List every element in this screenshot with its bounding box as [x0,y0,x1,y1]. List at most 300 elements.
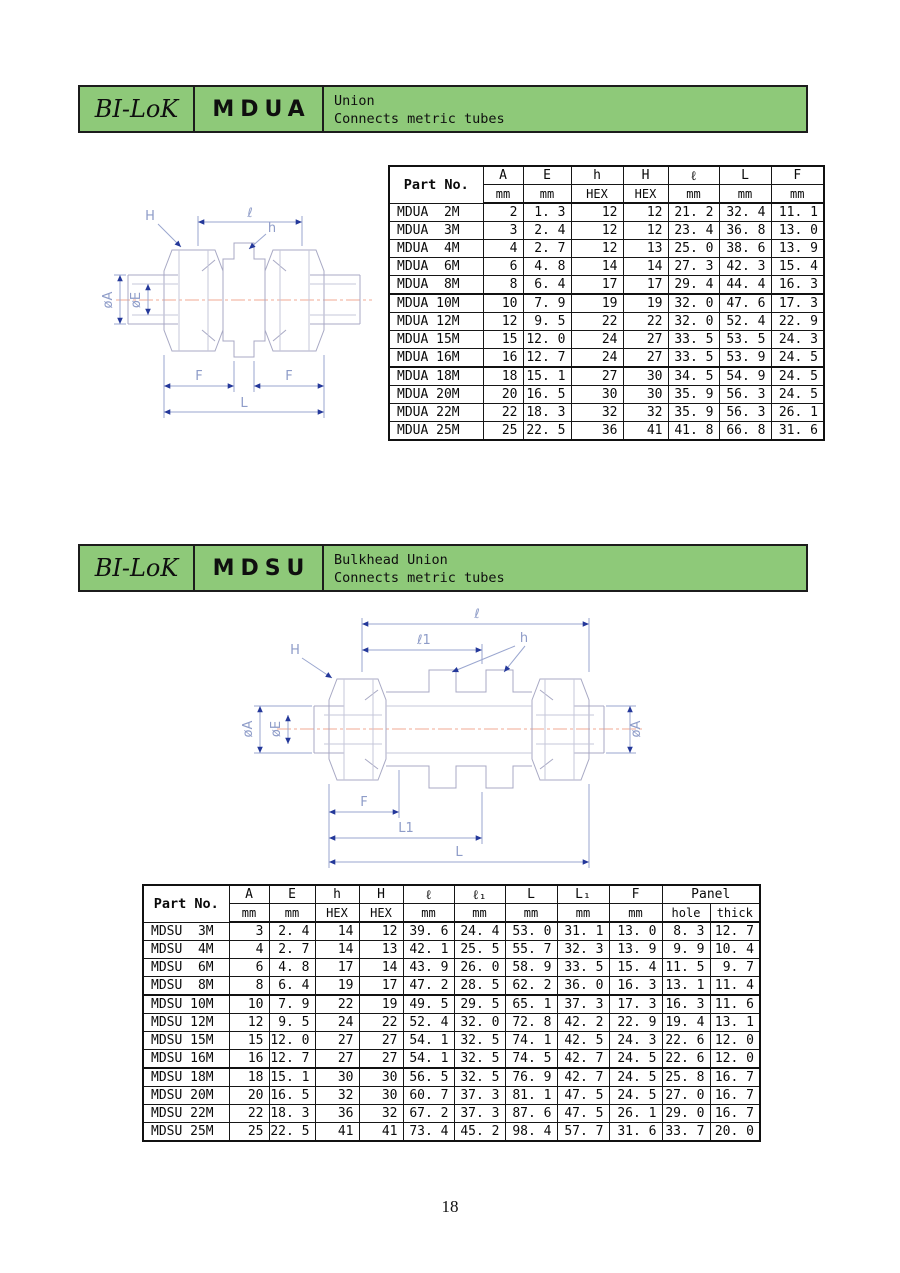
dim-value-cell: 87. 6 [505,1105,557,1123]
table-col-unit: mm [557,904,609,923]
part-no-cell: MDSU 4M [143,941,229,959]
table-row [143,1050,760,1069]
dim-value-cell: 21. 2 [668,203,719,222]
dim-value-cell: 18. 3 [269,1105,315,1123]
dim-value-cell: 17. 3 [609,995,662,1014]
dim-value-cell: 24. 3 [609,1032,662,1050]
table-row [389,222,824,240]
dim-value-cell: 33. 5 [668,331,719,349]
dim-value-cell: 22 [315,995,359,1014]
part-no-cell: MDUA 4M [389,240,483,258]
table-col-header: H [623,166,668,185]
mdua-table-body [389,203,824,440]
dim-value-cell: 15 [483,331,523,349]
dim-value-cell: 22. 9 [771,313,824,331]
table-col-unit: mm [505,904,557,923]
dim-value-cell: 9. 7 [710,959,760,977]
dim-value-cell: 18. 3 [523,404,571,422]
dim-value-cell: 41 [359,1123,403,1142]
dim-label-F: F [360,795,368,810]
mdua-section-banner [78,85,808,133]
dim-value-cell: 7. 9 [523,294,571,313]
dim-value-cell: 47. 5 [557,1087,609,1105]
table-row [389,203,824,222]
mdua-dimension-table [388,165,825,441]
dim-value-cell: 12. 7 [710,922,760,941]
dim-value-cell: 33. 7 [662,1123,710,1142]
dim-label-dE: øE [129,291,144,309]
dim-value-cell: 17 [315,959,359,977]
part-no-cell: MDUA 15M [389,331,483,349]
dim-value-cell: 29. 5 [454,995,505,1014]
brand-logo: BI-LoK [80,87,195,131]
part-no-cell: MDSU 20M [143,1087,229,1105]
dim-value-cell: 32 [623,404,668,422]
dim-value-cell: 14 [623,258,668,276]
part-no-cell: MDSU 3M [143,922,229,941]
mdsu-table-body [143,922,760,1141]
dim-value-cell: 29. 4 [668,276,719,295]
part-no-cell: MDSU 15M [143,1032,229,1050]
dim-label-l: ℓ [247,206,253,221]
dim-value-cell: 47. 5 [557,1105,609,1123]
dim-value-cell: 27 [571,367,623,386]
dim-value-cell: 16 [229,1050,269,1069]
dim-value-cell: 31. 1 [557,922,609,941]
part-no-header: Part No. [143,885,229,922]
dim-value-cell: 12 [571,240,623,258]
dim-value-cell: 13. 1 [662,977,710,996]
model-title: Union [334,93,375,109]
dim-value-cell: 24 [571,331,623,349]
dim-value-cell: 41. 8 [668,422,719,441]
dim-value-cell: 16. 3 [771,276,824,295]
model-description [324,546,806,590]
dim-value-cell: 16. 7 [710,1105,760,1123]
dim-value-cell: 32. 5 [454,1068,505,1087]
table-row [389,367,824,386]
dim-value-cell: 24. 4 [454,922,505,941]
table-row [389,258,824,276]
dim-value-cell: 6 [229,959,269,977]
dim-value-cell: 12 [359,922,403,941]
table-row [389,422,824,441]
dim-value-cell: 38. 6 [719,240,771,258]
table-col-unit: mm [771,185,824,204]
dim-value-cell: 62. 2 [505,977,557,996]
dim-value-cell: 36. 8 [719,222,771,240]
dim-value-cell: 18 [229,1068,269,1087]
dim-value-cell: 32. 0 [668,313,719,331]
dim-value-cell: 32. 0 [668,294,719,313]
dim-value-cell: 25 [229,1123,269,1142]
part-no-cell: MDUA 12M [389,313,483,331]
dim-value-cell: 16. 5 [523,386,571,404]
dim-value-cell: 26. 0 [454,959,505,977]
part-no-cell: MDSU 18M [143,1068,229,1087]
dim-value-cell: 27 [359,1050,403,1069]
table-col-unit: mm [269,904,315,923]
dim-value-cell: 26. 1 [771,404,824,422]
dim-value-cell: 42. 3 [719,258,771,276]
dim-value-cell: 49. 5 [403,995,454,1014]
dim-value-cell: 12. 7 [523,349,571,368]
table-row [389,313,824,331]
part-no-cell: MDUA 10M [389,294,483,313]
dim-value-cell: 26. 1 [609,1105,662,1123]
table-row [143,959,760,977]
dim-value-cell: 13. 9 [771,240,824,258]
dim-value-cell: 66. 8 [719,422,771,441]
table-row [143,922,760,941]
dim-value-cell: 31. 6 [609,1123,662,1142]
dim-value-cell: 8. 3 [662,922,710,941]
table-row [143,977,760,996]
dim-label-F-left: F [195,369,203,384]
dim-value-cell: 30 [359,1087,403,1105]
dim-label-L1: L1 [398,821,414,836]
dim-value-cell: 17 [359,977,403,996]
dim-value-cell: 55. 7 [505,941,557,959]
dim-value-cell: 65. 1 [505,995,557,1014]
table-row [143,1014,760,1032]
dim-value-cell: 24 [315,1014,359,1032]
dim-value-cell: 42. 1 [403,941,454,959]
dim-value-cell: 74. 1 [505,1032,557,1050]
dim-value-cell: 20. 0 [710,1123,760,1142]
dim-label-H: H [290,643,300,658]
dim-value-cell: 27 [315,1032,359,1050]
dim-value-cell: 10 [229,995,269,1014]
dim-value-cell: 22. 9 [609,1014,662,1032]
dim-value-cell: 19 [571,294,623,313]
dim-value-cell: 32. 5 [454,1032,505,1050]
dim-value-cell: 8 [229,977,269,996]
dim-value-cell: 54. 9 [719,367,771,386]
dim-value-cell: 22. 5 [269,1123,315,1142]
dim-value-cell: 28. 5 [454,977,505,996]
dim-value-cell: 13. 0 [771,222,824,240]
dim-value-cell: 39. 6 [403,922,454,941]
dim-value-cell: 15. 4 [609,959,662,977]
dim-label-l: ℓ [474,607,480,622]
dim-value-cell: 10. 4 [710,941,760,959]
dim-value-cell: 24. 5 [609,1068,662,1087]
dim-value-cell: 27 [623,349,668,368]
dim-value-cell: 16 [483,349,523,368]
dim-value-cell: 30 [315,1068,359,1087]
dim-value-cell: 10 [483,294,523,313]
dim-value-cell: 58. 9 [505,959,557,977]
table-col-unit: HEX [315,904,359,923]
table-row [143,1087,760,1105]
dim-value-cell: 12. 0 [710,1032,760,1050]
dim-value-cell: 42. 7 [557,1050,609,1069]
dim-value-cell: 32. 0 [454,1014,505,1032]
model-code: MDSU [195,546,324,590]
table-col-unit: mm [483,185,523,204]
table-col-unit: mm [403,904,454,923]
dim-value-cell: 31. 6 [771,422,824,441]
dim-value-cell: 22. 6 [662,1050,710,1069]
dim-value-cell: 12. 0 [269,1032,315,1050]
dim-value-cell: 6. 4 [269,977,315,996]
dim-value-cell: 30 [571,386,623,404]
table-row [143,995,760,1014]
dim-value-cell: 22. 6 [662,1032,710,1050]
dim-label-dA-right: øA [629,720,644,738]
table-col-header: h [571,166,623,185]
dim-value-cell: 36 [315,1105,359,1123]
dim-value-cell: 67. 2 [403,1105,454,1123]
dim-value-cell: 12 [623,203,668,222]
dim-value-cell: 12 [571,222,623,240]
dim-value-cell: 57. 7 [557,1123,609,1142]
dim-label-h: h [267,221,277,236]
dim-value-cell: 73. 4 [403,1123,454,1142]
dim-value-cell: 19 [359,995,403,1014]
dim-value-cell: 24. 3 [771,331,824,349]
mdsu-dimension-table [142,884,761,1142]
dim-value-cell: 98. 4 [505,1123,557,1142]
dim-value-cell: 18 [483,367,523,386]
brand-logo: BI-LoK [80,546,195,590]
dim-value-cell: 12 [623,222,668,240]
dim-label-h: h [519,631,529,646]
panel-group-header: Panel [662,885,760,904]
dim-value-cell: 12. 0 [710,1050,760,1069]
part-no-cell: MDSU 10M [143,995,229,1014]
table-row [143,1032,760,1050]
table-row [389,294,824,313]
dim-value-cell: 74. 5 [505,1050,557,1069]
dim-value-cell: 32. 3 [557,941,609,959]
table-col-unit: HEX [359,904,403,923]
dim-value-cell: 20 [229,1087,269,1105]
dim-label-L: L [240,396,248,411]
dim-value-cell: 3 [483,222,523,240]
dim-value-cell: 15. 1 [269,1068,315,1087]
panel-thick-header: thick [710,904,760,923]
dim-value-cell: 20 [483,386,523,404]
dim-value-cell: 15. 4 [771,258,824,276]
dim-value-cell: 32 [359,1105,403,1123]
dim-label-l1: ℓ1 [417,633,431,648]
model-description [324,87,806,131]
dim-value-cell: 81. 1 [505,1087,557,1105]
table-col-header: F [771,166,824,185]
dim-value-cell: 53. 5 [719,331,771,349]
dim-value-cell: 23. 4 [668,222,719,240]
model-title: Bulkhead Union [334,552,448,568]
dim-label-H: H [145,209,155,224]
dim-value-cell: 30 [623,367,668,386]
dim-value-cell: 22. 5 [523,422,571,441]
dim-label-dA: øA [101,291,116,309]
table-col-header: h [315,885,359,904]
table-col-header: A [229,885,269,904]
part-no-cell: MDUA 16M [389,349,483,368]
dim-value-cell: 24. 5 [609,1050,662,1069]
table-col-unit: HEX [571,185,623,204]
dim-value-cell: 30 [359,1068,403,1087]
part-no-cell: MDSU 12M [143,1014,229,1032]
dim-value-cell: 54. 1 [403,1050,454,1069]
dim-value-cell: 42. 2 [557,1014,609,1032]
dim-value-cell: 19 [623,294,668,313]
dim-value-cell: 76. 9 [505,1068,557,1087]
table-col-header: ℓ [403,885,454,904]
dim-value-cell: 13. 0 [609,922,662,941]
dim-value-cell: 52. 4 [403,1014,454,1032]
dim-value-cell: 54. 1 [403,1032,454,1050]
dim-value-cell: 16. 3 [662,995,710,1014]
dim-value-cell: 53. 9 [719,349,771,368]
dim-value-cell: 9. 5 [269,1014,315,1032]
mdua-technical-drawing [98,172,390,424]
dim-value-cell: 56. 5 [403,1068,454,1087]
dim-value-cell: 9. 5 [523,313,571,331]
dim-value-cell: 12. 7 [269,1050,315,1069]
table-row [143,1105,760,1123]
table-row [389,240,824,258]
dim-value-cell: 11. 6 [710,995,760,1014]
dim-value-cell: 13. 9 [609,941,662,959]
dim-value-cell: 30 [623,386,668,404]
dim-value-cell: 56. 3 [719,404,771,422]
dim-value-cell: 27 [315,1050,359,1069]
table-col-header: A [483,166,523,185]
dim-value-cell: 7. 9 [269,995,315,1014]
dim-value-cell: 27 [623,331,668,349]
dim-value-cell: 35. 9 [668,386,719,404]
table-col-unit: mm [668,185,719,204]
dim-value-cell: 13 [623,240,668,258]
dim-value-cell: 32. 5 [454,1050,505,1069]
dim-value-cell: 17 [623,276,668,295]
dim-value-cell: 15. 1 [523,367,571,386]
dim-value-cell: 13. 1 [710,1014,760,1032]
dim-value-cell: 2. 4 [523,222,571,240]
panel-hole-header: hole [662,904,710,923]
dim-value-cell: 2. 7 [523,240,571,258]
dim-value-cell: 6 [483,258,523,276]
dim-value-cell: 22 [571,313,623,331]
dim-value-cell: 33. 5 [668,349,719,368]
dim-value-cell: 32 [315,1087,359,1105]
dim-value-cell: 16. 7 [710,1068,760,1087]
table-col-unit: HEX [623,185,668,204]
dim-value-cell: 24. 5 [609,1087,662,1105]
dim-value-cell: 14 [315,922,359,941]
dim-value-cell: 19 [315,977,359,996]
part-no-cell: MDUA 25M [389,422,483,441]
dim-value-cell: 25. 5 [454,941,505,959]
table-col-header: E [269,885,315,904]
table-col-header: E [523,166,571,185]
mdsu-section-banner [78,544,808,592]
part-no-cell: MDUA 20M [389,386,483,404]
dim-value-cell: 53. 0 [505,922,557,941]
dim-value-cell: 25. 0 [668,240,719,258]
dim-value-cell: 37. 3 [557,995,609,1014]
dim-value-cell: 24. 5 [771,349,824,368]
dim-value-cell: 45. 2 [454,1123,505,1142]
dim-value-cell: 27 [359,1032,403,1050]
table-col-unit: mm [229,904,269,923]
part-no-cell: MDUA 18M [389,367,483,386]
dim-value-cell: 12 [571,203,623,222]
dim-value-cell: 4 [483,240,523,258]
dim-value-cell: 11. 5 [662,959,710,977]
dim-value-cell: 14 [315,941,359,959]
dim-value-cell: 22 [623,313,668,331]
table-col-header: L [505,885,557,904]
dim-value-cell: 3 [229,922,269,941]
dim-value-cell: 8 [483,276,523,295]
dim-value-cell: 41 [315,1123,359,1142]
dim-value-cell: 36 [571,422,623,441]
dim-value-cell: 47. 2 [403,977,454,996]
dim-value-cell: 12. 0 [523,331,571,349]
dim-value-cell: 27. 0 [662,1087,710,1105]
dim-value-cell: 37. 3 [454,1105,505,1123]
table-col-header: L [719,166,771,185]
model-subtitle: Connects metric tubes [334,111,505,127]
dim-value-cell: 42. 7 [557,1068,609,1087]
dim-value-cell: 15 [229,1032,269,1050]
model-subtitle: Connects metric tubes [334,570,505,586]
dim-value-cell: 17 [571,276,623,295]
dim-value-cell: 6. 4 [523,276,571,295]
dim-value-cell: 43. 9 [403,959,454,977]
dim-label-dA-left: øA [241,720,256,738]
dim-value-cell: 2 [483,203,523,222]
table-col-unit: mm [454,904,505,923]
part-no-cell: MDSU 25M [143,1123,229,1142]
part-no-cell: MDUA 6M [389,258,483,276]
dim-value-cell: 12 [483,313,523,331]
dim-value-cell: 52. 4 [719,313,771,331]
dim-value-cell: 60. 7 [403,1087,454,1105]
dim-value-cell: 16. 5 [269,1087,315,1105]
table-row [143,941,760,959]
part-no-cell: MDUA 8M [389,276,483,295]
table-row [389,331,824,349]
dim-value-cell: 2. 7 [269,941,315,959]
table-row [143,1123,760,1142]
table-col-header: F [609,885,662,904]
dim-value-cell: 2. 4 [269,922,315,941]
part-no-cell: MDSU 22M [143,1105,229,1123]
dim-value-cell: 27. 3 [668,258,719,276]
dim-value-cell: 24 [571,349,623,368]
dim-value-cell: 16. 7 [710,1087,760,1105]
table-col-header: L₁ [557,885,609,904]
dim-value-cell: 1. 3 [523,203,571,222]
dim-value-cell: 9. 9 [662,941,710,959]
table-col-unit: mm [719,185,771,204]
part-no-cell: MDSU 8M [143,977,229,996]
dim-value-cell: 22 [483,404,523,422]
part-no-cell: MDSU 16M [143,1050,229,1069]
dim-value-cell: 4. 8 [269,959,315,977]
part-no-cell: MDSU 6M [143,959,229,977]
dim-value-cell: 56. 3 [719,386,771,404]
model-code: MDUA [195,87,324,131]
dim-value-cell: 72. 8 [505,1014,557,1032]
dim-value-cell: 47. 6 [719,294,771,313]
